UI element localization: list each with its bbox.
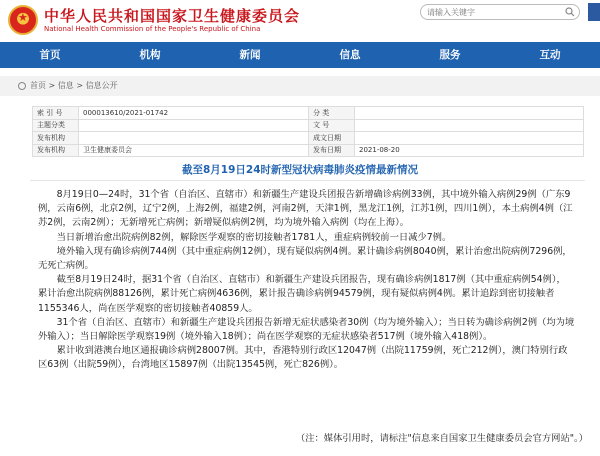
article-title: 截至8月19日24时新型冠状病毒肺炎疫情最新情况 [181,164,419,176]
bookmark-flag-icon[interactable] [588,3,600,21]
info-label: 发布机构 [33,132,79,145]
national-emblem-icon[interactable] [8,5,38,35]
info-label: 文 号 [309,119,355,132]
nav-item-information[interactable]: 信息 [339,49,361,61]
breadcrumb [0,76,600,96]
article-paragraph: 8月19日0—24时，31个省（自治区、直辖市）和新疆生产建设兵团报告新增确诊病例33例，其中境外输入病例29例（广东9例，云南6例，北京2例，辽宁2例，上海2例，福建2例，河南2例，天津1例，黑龙江1例，江苏1例，四川1例），本土病例4例（江苏2例，云南2例）；无新增死亡病例；新增疑似病例2例，均为境外输入病例（均在上海）。 [38,189,573,229]
info-value [355,107,584,120]
article-paragraph: 31个省（自治区、直辖市）和新疆生产建设兵团报告新增无症状感染者30例（均为境外输入）；当日转为确诊病例2例（均为境外输入）；当日解除医学观察19例（境外输入18例）；尚在医学观察的无症状感染者517例（境外输入418例）。 [38,316,575,343]
site-subtitle: National Health Commission of the People's Republic of China [44,25,261,33]
nav-item-services[interactable]: 服务 [439,49,461,61]
article-body [38,188,575,373]
info-label: 成文日期 [309,132,355,145]
info-value: 卫生健康委员会 [79,144,309,157]
search-box[interactable] [420,4,580,20]
search-icon[interactable] [565,7,575,17]
breadcrumb-path[interactable]: 首页 > 信息 > 信息公开 [30,81,118,90]
nav-item-institutions[interactable]: 机构 [139,49,161,61]
media-citation-note: （注：媒体引用时，请标注"信息来自国家卫生健康委员会官方网站"。） [295,433,588,444]
info-label: 发布日期 [309,144,355,157]
info-value: 2021-08-20 [355,144,584,157]
document-info-table [32,106,584,157]
search-input[interactable] [427,6,547,18]
nav-item-home[interactable]: 首页 [39,49,61,61]
article-paragraph: 累计收到港澳台地区通报确诊病例28007例。其中，香港特别行政区12047例（出院11759例，死亡212例），澳门特别行政区63例（出院59例），台湾地区15897例（出院13545例，死亡826例）。 [38,345,568,371]
info-label: 发布机构 [33,144,79,157]
info-label: 分 类 [309,107,355,120]
article-paragraph: 境外输入现有确诊病例744例（其中重症病例12例），现有疑似病例4例。累计确诊病例8040例，累计治愈出院病例7296例，无死亡病例。 [38,245,572,272]
table-row [33,144,584,157]
info-label: 主题分类 [33,119,79,132]
info-value [79,132,309,145]
article-paragraph: 截至8月19日24时，据31个省（自治区、直辖市）和新疆生产建设兵团报告，现有确诊病例1817例（其中重症病例54例），累计治愈出院病例88126例，累计死亡病例4636例，累计报告确诊病例94579例，现有疑似病例4例。累计追踪到密切接触者1155346人，尚在医学观察的密切接触者40859人。 [38,274,566,314]
info-value [355,119,584,132]
table-row [33,119,584,132]
title-divider [30,180,585,181]
info-label: 索 引 号 [33,107,79,120]
article-paragraph: 当日新增治愈出院病例82例，解除医学观察的密切接触者1781人，重症病例较前一日减少7例。 [56,231,452,243]
table-row [33,107,584,120]
main-nav [0,42,600,68]
nav-item-news[interactable]: 新闻 [239,49,261,61]
table-row [33,132,584,145]
home-icon [18,82,26,90]
info-value [355,132,584,145]
site-header [0,0,600,42]
info-value [79,119,309,132]
info-value: 000013610/2021-01742 [79,107,309,120]
nav-item-interaction[interactable]: 互动 [539,49,561,61]
site-title[interactable]: 中华人民共和国国家卫生健康委员会 [44,7,301,25]
